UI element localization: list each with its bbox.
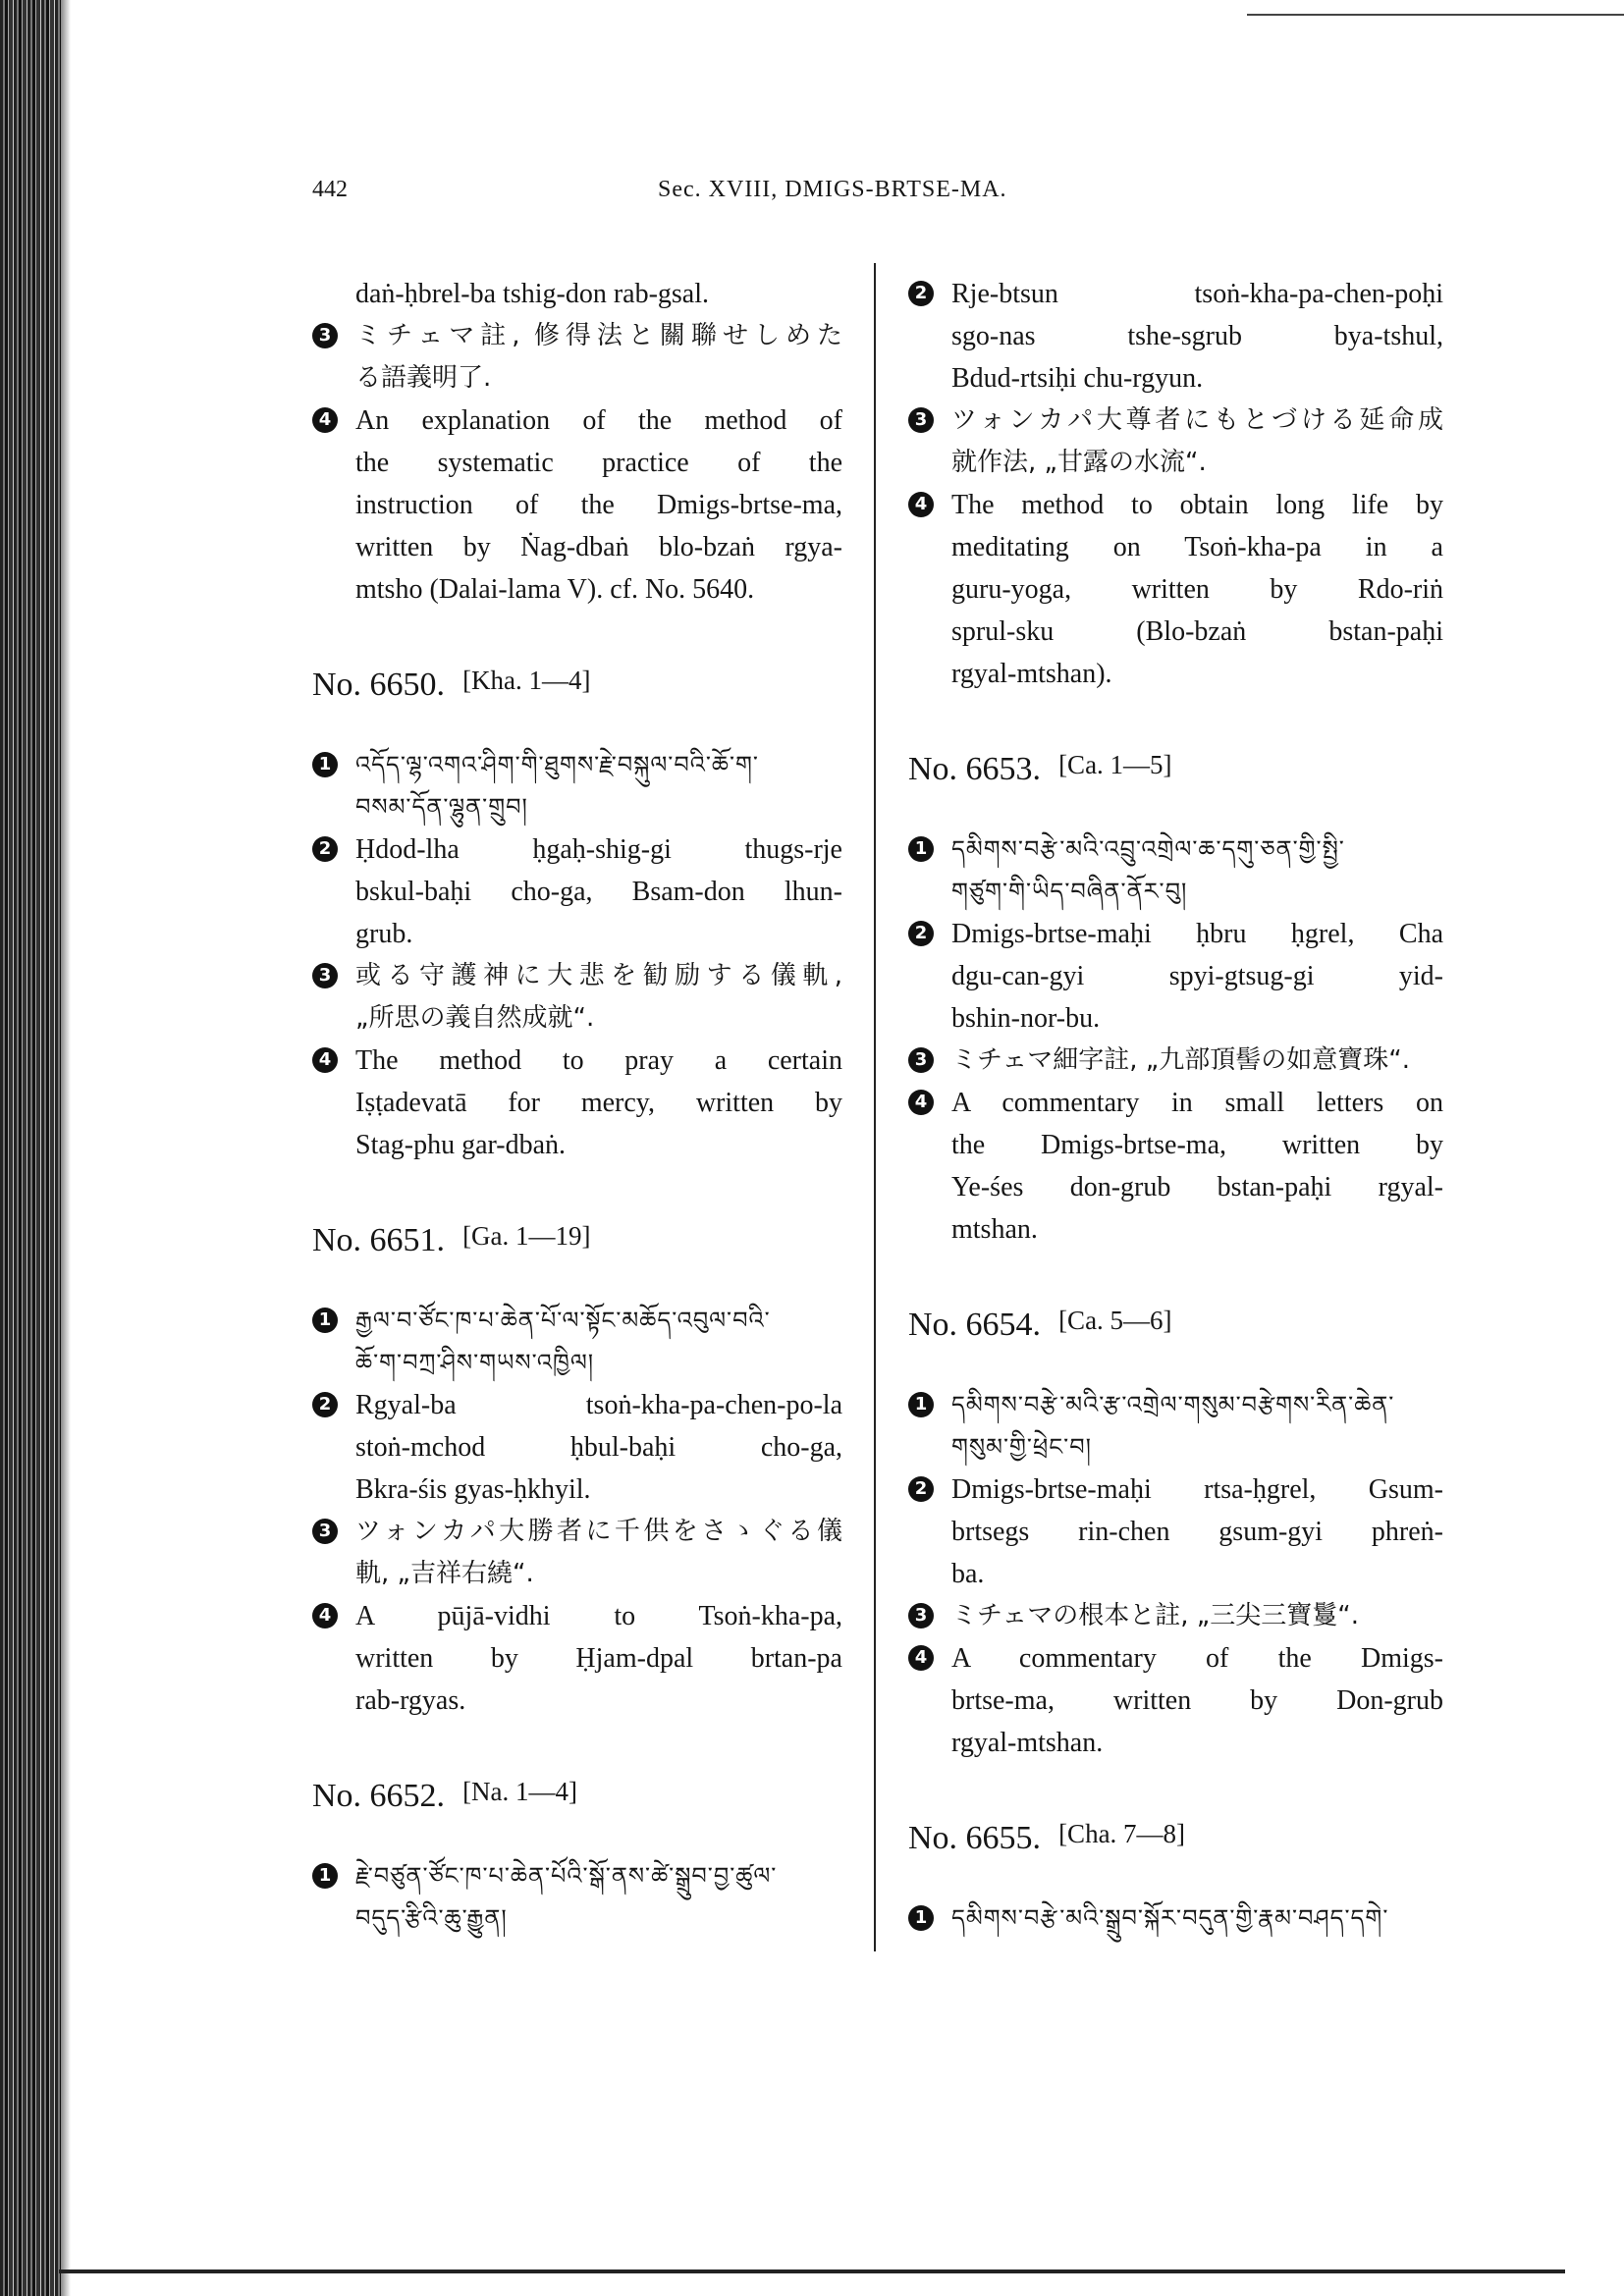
circled-number-3-icon: 3 [908, 1047, 934, 1073]
circled-number-1-icon: 1 [908, 1392, 934, 1417]
japanese-line: ミチェマの根本と註, „三尖三寶鬘“. [951, 1601, 1359, 1630]
text-line: sprul-sku (Blo-bzaṅ bstan-paḥi [951, 616, 1443, 647]
entry-heading [908, 1296, 1443, 1355]
text-line: instruction of the Dmigs-brtse-ma, [355, 490, 842, 520]
circled-number-4-icon: 4 [312, 1603, 338, 1629]
entry-item-4 [312, 1040, 842, 1166]
entry-reference: [Ca. 5—6] [1058, 1306, 1172, 1335]
entry-reference: [Ca. 1—5] [1058, 750, 1172, 779]
circled-number-2-icon: 2 [312, 836, 338, 862]
tibetan-title-line: དམིགས་བརྩེ་མའི་འབྲུ་འགྲེལ་ཆ་དགུ་ཅན་གྱི་སྤྱི་ [951, 835, 1345, 863]
circled-number-4-icon: 4 [908, 1645, 934, 1671]
text-line: A commentary in small letters on [951, 1088, 1443, 1118]
tibetan-title-line: གསུམ་གྱི་ཕྲེང་བ། [951, 1433, 1092, 1461]
text-line: rgyal-mtshan). [951, 659, 1112, 689]
tibetan-title-line: འདོད་ལྷ་འགའ་ཤིག་གི་ཐུགས་རྗེ་བསྐུལ་བའི་ཆོ་ག་ [355, 751, 759, 778]
text-line: Rje-btsun tsoṅ-kha-pa-chen-poḥi [951, 279, 1443, 309]
text-line: An explanation of the method of [355, 405, 842, 436]
circled-number-4-icon: 4 [312, 1047, 338, 1073]
text-line: A pūjā-vidhi to Tsoṅ-kha-pa, [355, 1601, 842, 1631]
entry-number: No. 6653. [908, 751, 1042, 787]
entry-reference: [Ga. 1—19] [462, 1221, 591, 1251]
entry-item-2 [312, 828, 842, 955]
text-line: Dmigs-brtse-maḥi ḥbru ḥgrel, Cha [951, 919, 1443, 949]
text-line: the systematic practice of the [355, 448, 842, 478]
entry-item-4 [908, 1082, 1443, 1251]
entry-item-1 [908, 1897, 1443, 1940]
entry-item-1 [312, 744, 842, 828]
tibetan-title-line: བསམ་དོན་ལྷུན་གྲུབ། [355, 793, 528, 821]
entry-reference: [Na. 1—4] [462, 1777, 578, 1806]
text-line: The method to pray a certain [355, 1045, 842, 1076]
entry-reference: [Kha. 1—4] [462, 666, 591, 695]
left-column [312, 273, 842, 1940]
text-line: Rgyal-ba tsoṅ-kha-pa-chen-po-la [355, 1390, 842, 1420]
continued-text [312, 273, 842, 315]
circled-number-3-icon: 3 [908, 407, 934, 433]
text-line: ba. [951, 1559, 985, 1589]
text-line: A commentary of the Dmigs- [951, 1643, 1443, 1674]
entry-item-3 [908, 1040, 1443, 1082]
text-line: meditating on Tsoṅ-kha-pa in a [951, 532, 1443, 562]
circled-number-1-icon: 1 [908, 1905, 934, 1931]
circled-number-2-icon: 2 [908, 921, 934, 946]
text-line: Stag-phu gar-dbaṅ. [355, 1130, 567, 1160]
tibetan-title-line: བདུད་རྩིའི་ཆུ་རྒྱུན། [355, 1904, 508, 1932]
entry-heading [312, 1211, 842, 1270]
circled-number-1-icon: 1 [312, 752, 338, 777]
tibetan-title-line: དམིགས་བརྩེ་མའི་སྒྲུབ་སྐོར་བདུན་གྱི་རྣམ་བཤད་དགེ་ [951, 1904, 1389, 1932]
text-line: The method to obtain long life by [951, 490, 1443, 520]
entry-item-4 [908, 1637, 1443, 1764]
entry-number: No. 6654. [908, 1307, 1042, 1343]
circled-number-3-icon: 3 [908, 1603, 934, 1629]
text-line: stoṅ-mchod ḥbul-baḥi cho-ga, [355, 1432, 842, 1463]
circled-number-3-icon: 3 [312, 1519, 338, 1544]
circled-number-1-icon: 1 [312, 1308, 338, 1333]
entry-item-4 [908, 484, 1443, 695]
entry-item-1 [908, 828, 1443, 913]
entry-item-3 [312, 315, 842, 400]
running-title: Sec. XVIII, DMIGS-BRTSE-MA. [658, 177, 1007, 202]
circled-number-1-icon: 1 [312, 1863, 338, 1889]
text-line: grub. [355, 919, 413, 949]
text-line: bskul-baḥi cho-ga, Bsam-don lhun- [355, 877, 842, 907]
text-line: rgyal-mtshan. [951, 1728, 1104, 1758]
entry-item-2 [908, 913, 1443, 1040]
page-number: 442 [312, 177, 348, 202]
circled-number-3-icon: 3 [312, 323, 338, 348]
entry-item-1 [312, 1300, 842, 1384]
entry-item-4 [312, 1595, 842, 1722]
bottom-rule [59, 2269, 1565, 2273]
japanese-line: 或る守護神に大悲を勧励する儀軌, [355, 961, 842, 990]
entry-item-3 [908, 400, 1443, 484]
text-line: mtshan. [951, 1214, 1038, 1245]
entry-number: No. 6650. [312, 667, 446, 703]
text-line: Ye-śes don-grub bstan-paḥi rgyal- [951, 1172, 1443, 1202]
entry-number: No. 6652. [312, 1778, 446, 1814]
entry-heading [312, 1767, 842, 1826]
japanese-line: 就作法, „甘露の水流“. [951, 448, 1207, 477]
text-line: Bdud-rtsiḥi chu-rgyun. [951, 363, 1204, 394]
book-binding-edge [0, 0, 61, 2296]
japanese-line: ツォンカパ大尊者にもとづける延命成 [951, 405, 1443, 435]
text-line: Iṣṭadevatā for mercy, written by [355, 1088, 842, 1118]
circled-number-4-icon: 4 [908, 492, 934, 517]
column-divider [874, 263, 876, 1951]
entry-number: No. 6651. [312, 1222, 446, 1258]
right-column [908, 273, 1443, 1940]
japanese-line: ミチェマ註, 修得法と關聯せしめた [355, 321, 842, 350]
japanese-line: 軌, „吉祥右繞“. [355, 1559, 534, 1588]
text-line: guru-yoga, written by Rdo-riṅ [951, 574, 1443, 605]
tibetan-title-line: ཆོ་ག་བཀྲ་ཤིས་གཡས་འཁྱིལ། [355, 1349, 595, 1376]
japanese-line: „所思の義自然成就“. [355, 1003, 595, 1033]
entry-item-1 [908, 1384, 1443, 1468]
tibetan-title-line: གཙུག་གི་ཡིད་བཞིན་ནོར་བུ། [951, 878, 1188, 905]
entry-heading [908, 740, 1443, 799]
text-line: mtsho (Dalai-lama V). cf. No. 5640. [355, 574, 755, 605]
text-line: rab-rgyas. [355, 1685, 466, 1716]
tibetan-title-line: རྗེ་བཙུན་ཙོང་ཁ་པ་ཆེན་པོའི་སྒོ་ནས་ཚེ་སྒྲུབ་བྱ་ཚུལ་ [355, 1862, 778, 1890]
text-line: the Dmigs-brtse-ma, written by [951, 1130, 1443, 1160]
tibetan-title-line: རྒྱལ་བ་ཙོང་ཁ་པ་ཆེན་པོ་ལ་སྟོང་མཆོད་འབུལ་བའི་ [355, 1307, 771, 1334]
entry-heading [908, 1809, 1443, 1868]
page-header [312, 177, 1441, 216]
text-line: dgu-can-gyi spyi-gtsug-gi yid- [951, 961, 1443, 991]
japanese-line: ミチェマ細字註, „九部頂髻の如意寶珠“. [951, 1045, 1410, 1075]
japanese-line: る語義明了. [355, 363, 492, 393]
japanese-line: ツォンカパ大勝者に千供をさゝぐる儀 [355, 1517, 842, 1546]
entry-number: No. 6655. [908, 1820, 1042, 1856]
text-line: written by Ḥjam-dpal brtan-pa [355, 1643, 842, 1674]
entry-item-4 [312, 400, 842, 611]
tibetan-title-line: དམིགས་བརྩེ་མའི་རྩ་འགྲེལ་གསུམ་བརྩེགས་རིན་ཆེན་ [951, 1391, 1395, 1418]
entry-heading [312, 656, 842, 715]
entry-item-3 [312, 955, 842, 1040]
circled-number-4-icon: 4 [908, 1090, 934, 1115]
circled-number-1-icon: 1 [908, 836, 934, 862]
circled-number-2-icon: 2 [908, 281, 934, 306]
top-rule [1247, 14, 1624, 16]
circled-number-2-icon: 2 [312, 1392, 338, 1417]
text-line: Dmigs-brtse-maḥi rtsa-ḥgrel, Gsum- [951, 1474, 1443, 1505]
text-line: written by Ṅag-dbaṅ blo-bzaṅ rgya- [355, 532, 842, 562]
entry-item-2 [312, 1384, 842, 1511]
text-line: daṅ-ḥbrel-ba tshig-don rab-gsal. [355, 279, 709, 309]
text-line: bshin-nor-bu. [951, 1003, 1101, 1034]
entry-item-1 [312, 1855, 842, 1940]
text-line: sgo-nas tshe-sgrub bya-tshul, [951, 321, 1443, 351]
entry-reference: [Cha. 7—8] [1058, 1819, 1186, 1848]
circled-number-2-icon: 2 [908, 1476, 934, 1502]
entry-item-3 [908, 1595, 1443, 1637]
entry-item-2 [908, 1468, 1443, 1595]
circled-number-3-icon: 3 [312, 963, 338, 988]
text-line: brtse-ma, written by Don-grub [951, 1685, 1443, 1716]
text-line: brtsegs rin-chen gsum-gyi phreṅ- [951, 1517, 1443, 1547]
circled-number-4-icon: 4 [312, 407, 338, 433]
text-line: Bkra-śis gyas-ḥkhyil. [355, 1474, 591, 1505]
entry-item-2 [908, 273, 1443, 400]
entry-item-3 [312, 1511, 842, 1595]
text-line: Ḥdod-lha ḥgaḥ-shig-gi thugs-rje [355, 834, 842, 865]
